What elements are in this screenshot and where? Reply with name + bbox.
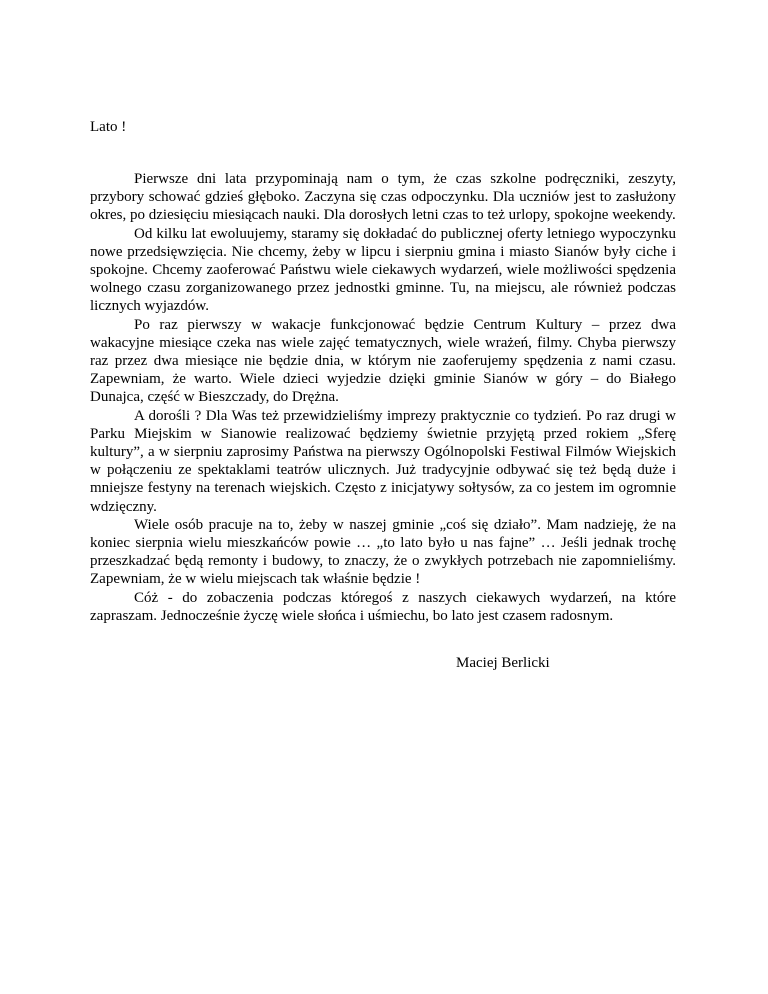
document-heading: Lato !	[90, 119, 127, 135]
paragraph-3: Po raz pierwszy w wakacje funkcjonować będzie Centrum Kultury – przez dwa wakacyjne miesiące czeka nas wiele zajęć tematycznych, wiele wrażeń, filmy. Chyba pierwszy raz przez dwa miesiące nie będzie dnia, w którym nie zaoferujemy spędzenia z nami czasu. Zapewniam, że warto. Wiele dzieci wyjedzie dzięki gminie Sianów w góry – do Białego Dunajca, część w Bieszczady, do Drężna.	[90, 316, 676, 406]
paragraph-6: Cóż - do zobaczenia podczas któregoś z naszych ciekawych wydarzeń, na które zapraszam. Jednocześnie życzę wiele słońca i uśmiechu, bo lato jest czasem radosnym.	[90, 589, 676, 624]
paragraph-5: Wiele osób pracuje na to, żeby w naszej gminie „coś się działo”. Mam nadzieję, że na koniec sierpnia wielu mieszkańców powie … „to lato było u nas fajne” … Jeśli jednak trochę przeszkadzać będą remonty i budowy, to znaczy, że o zwykłych potrzebach nie zapomnieliśmy. Zapewniam, że w wielu miejscach tak właśnie będzie !	[90, 516, 676, 588]
signature: Maciej Berlicki	[456, 655, 550, 671]
paragraph-2: Od kilku lat ewoluujemy, staramy się dokładać do publicznej oferty letniego wypoczynku nowe przedsięwzięcia. Nie chcemy, żeby w lipcu i sierpniu gmina i miasto Sianów były ciche i spokojne. Chcemy zaoferować Państwu wiele ciekawych wydarzeń, wiele możliwości spędzenia wolnego czasu zorganizowanego przez jednostki gminne. Tu, na miejscu, ale również podczas licznych wyjazdów.	[90, 225, 676, 315]
paragraph-4: A dorośli ? Dla Was też przewidzieliśmy imprezy praktycznie co tydzień. Po raz drugi w Parku Miejskim w Sianowie realizować będziemy świetnie przyjętą przed rokiem „Sferę kultury”, a w sierpniu zaprosimy Państwa na pierwszy Ogólnopolski Festiwal Filmów Wiejskich w połączeniu ze spektaklami teatrów ulicznych. Już tradycyjnie odbywać się też będą duże i mniejsze festyny na terenach wiejskich. Często z inicjatywy sołtysów, za co jestem im ogromnie wdzięczny.	[90, 407, 676, 515]
document-body	[90, 170, 676, 625]
paragraph-1: Pierwsze dni lata przypominają nam o tym, że czas szkolne podręczniki, zeszyty, przybory schować gdzieś głęboko. Zaczyna się czas odpoczynku. Dla uczniów jest to zasłużony okres, po dziesięciu miesiącach nauki. Dla dorosłych letni czas to też urlopy, spokojne weekendy.	[90, 171, 676, 224]
